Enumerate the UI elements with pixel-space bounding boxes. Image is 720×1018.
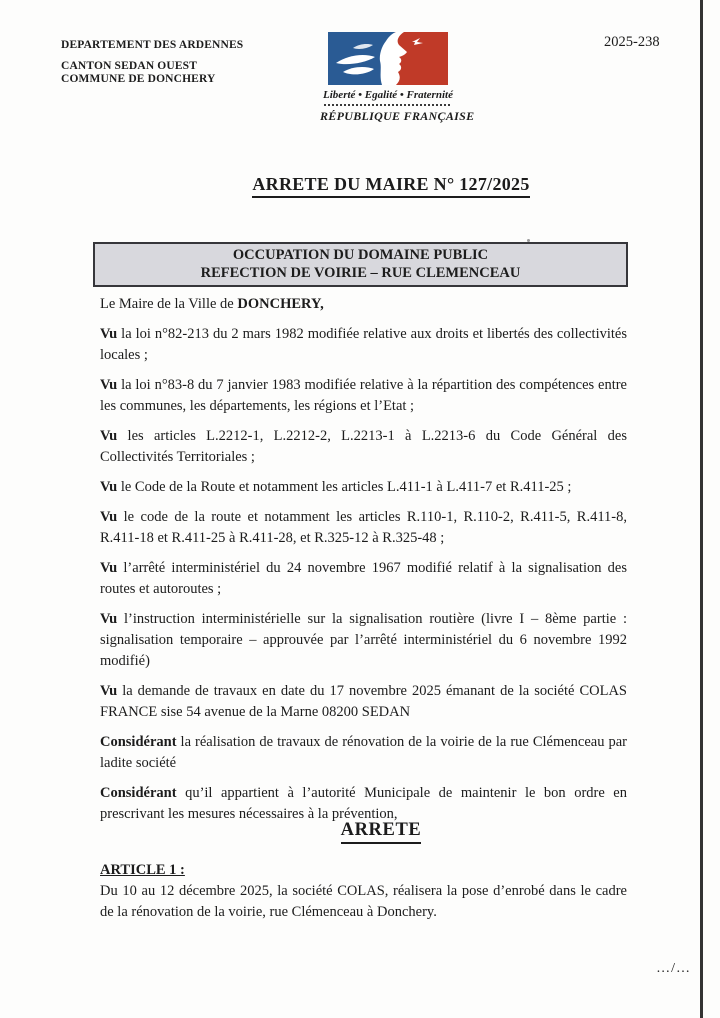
clause-text: la réalisation de travaux de rénovation de la voirie de la rue Clémenceau par ladite société: [100, 734, 627, 771]
clause-lead: Vu: [100, 377, 118, 393]
clause-text: l’arrêté interministériel du 24 novembre 1967 modifié relatif à la signalisation des routes et autoroutes ;: [100, 560, 627, 597]
department-line: DEPARTEMENT DES ARDENNES: [61, 39, 244, 51]
subject-line-1: OCCUPATION DU DOMAINE PUBLIC: [232, 247, 489, 263]
decree-heading: [0, 820, 720, 841]
preamble-clause: [100, 558, 627, 600]
clause-text: les articles L.2212-1, L.2212-2, L.2213-1 à L.2213-6 du Code Général des Collectivités Territoriales ;: [100, 428, 627, 465]
clause-text: la loi n°82-213 du 2 mars 1982 modifiée relative aux droits et libertés des collectivités locales ;: [100, 326, 627, 363]
preamble-clause: [100, 507, 627, 549]
document-title-text: ARRETE DU MAIRE N° 127/2025: [252, 174, 529, 198]
logo-divider: [324, 104, 452, 106]
opening-commune-name: DONCHERY,: [237, 296, 324, 312]
clause-text: le code de la route et notamment les articles R.110-1, R.110-2, R.411-5, R.411-8, R.411-18 et R.411-25 à R.411-28, et R.325-12 à R.325-48 ;: [100, 509, 627, 546]
decree-heading-text: ARRETE: [341, 820, 422, 844]
scan-edge-line: [700, 0, 703, 1018]
subject-line-2: REFECTION DE VOIRIE – RUE CLEMENCEAU: [200, 265, 521, 281]
clause-lead: Vu: [100, 683, 118, 699]
clause-text: la demande de travaux en date du 17 novembre 2025 émanant de la société COLAS FRANCE sise 54 avenue de la Marne 08200 SEDAN: [100, 683, 627, 720]
subject-box: [93, 242, 628, 287]
preamble-clause: [100, 426, 627, 468]
clause-lead: Considérant: [100, 734, 177, 750]
clause-lead: Vu: [100, 479, 118, 495]
document-title: [0, 174, 720, 195]
logo-red-panel: [395, 32, 448, 85]
logo-republic-label: RÉPUBLIQUE FRANÇAISE: [320, 109, 475, 123]
issuer-block: [61, 39, 243, 86]
clause-text: l’instruction interministérielle sur la signalisation routière (livre I – 8ème partie : signalisation temporaire – approuvée par l’arrêté interministériel du 6 novembre 1992 modifié): [100, 611, 627, 669]
clause-lead: Vu: [100, 611, 118, 627]
opening-prefix: Le Maire de la Ville de: [100, 296, 238, 312]
article-1-text: Du 10 au 12 décembre 2025, la société COLAS, réalisera la pose d’enrobé dans le cadre de la rénovation de la voirie, rue Clémenceau à Donchery.: [100, 883, 627, 920]
continuation-mark: …/…: [656, 961, 691, 976]
preamble-clauses: [100, 324, 627, 825]
preamble-clause: [100, 324, 627, 366]
preamble: [100, 294, 627, 834]
opening-line: [100, 294, 627, 315]
clause-lead: Vu: [100, 560, 118, 576]
marianne-logo-icon: [328, 32, 448, 85]
clause-lead: Vu: [100, 326, 118, 342]
clause-lead: Considérant: [100, 785, 177, 801]
logo-motto: Liberté • Egalité • Fraternité: [323, 89, 453, 101]
preamble-clause: [100, 477, 627, 498]
clause-text: la loi n°83-8 du 7 janvier 1983 modifiée relative à la répartition des compétences entre les communes, les départements, les régions et l’Etat ;: [100, 377, 627, 414]
clause-lead: Vu: [100, 509, 118, 525]
clause-lead: Vu: [100, 428, 118, 444]
clause-text: le Code de la Route et notamment les articles L.411-1 à L.411-7 et R.411-25 ;: [117, 479, 572, 495]
preamble-clause: [100, 375, 627, 417]
clause-text: qu’il appartient à l’autorité Municipale de maintenir le bon ordre en prescrivant les mesures nécessaires à la prévention,: [100, 785, 627, 822]
preamble-clause: [100, 783, 627, 825]
canton-line: CANTON SEDAN OUEST: [61, 60, 198, 72]
article-1-label: ARTICLE 1 :: [100, 862, 185, 878]
preamble-clause: [100, 681, 627, 723]
republique-francaise-logo: [320, 32, 475, 124]
preamble-clause: [100, 609, 627, 672]
document-reference: 2025-238: [604, 34, 660, 50]
commune-line: COMMUNE DE DONCHERY: [61, 73, 216, 85]
preamble-clause: [100, 732, 627, 774]
article-1: [100, 860, 627, 923]
